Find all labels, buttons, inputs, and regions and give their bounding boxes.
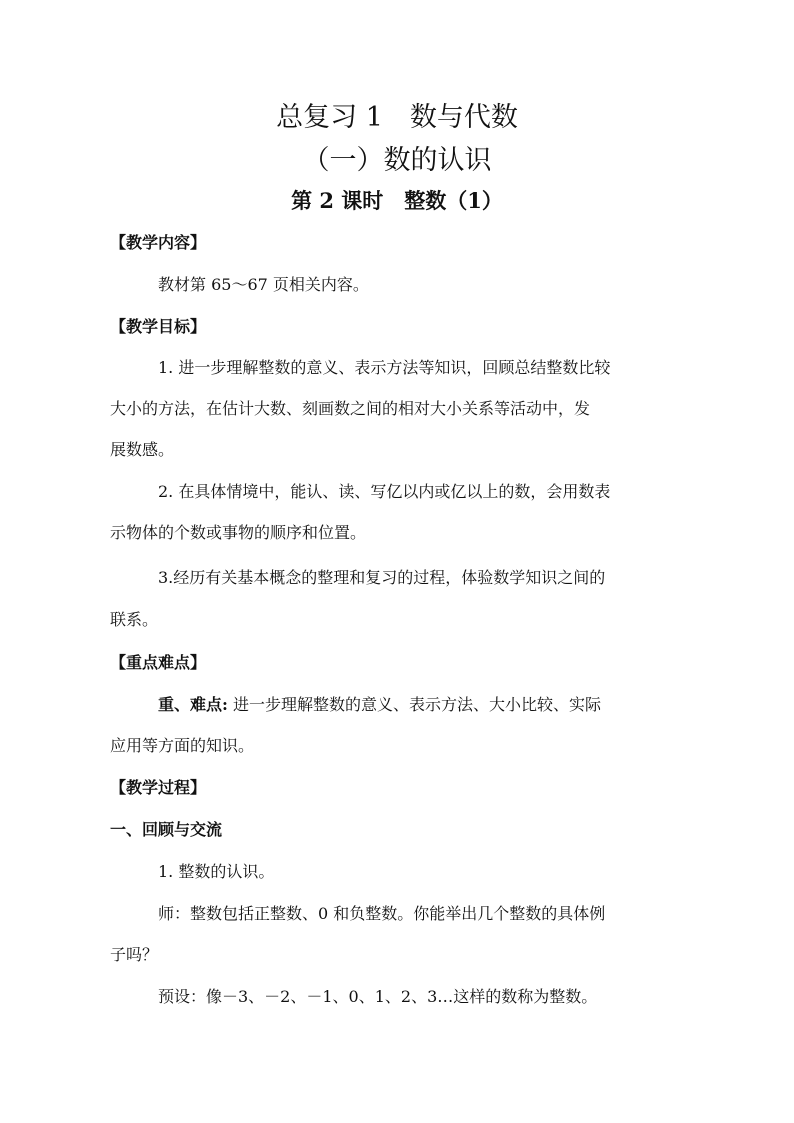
teacher-line-1: 师：整数包括正整数、0 和负整数。你能举出几个整数的具体例 (158, 904, 606, 923)
goal-1-line-3: 展数感。 (110, 440, 175, 459)
goal-2-line-1: 2. 在具体情境中，能认、读、写亿以内或亿以上的数，会用数表 (158, 482, 611, 501)
key-label: 重、难点: (158, 695, 228, 714)
sub-title: （一）数的认识 (302, 145, 492, 176)
goal-3-line-1: 3.经历有关基本概念的整理和复习的过程，体验数学知识之间的 (158, 568, 606, 587)
section-heading-goals: 【教学目标】 (110, 317, 207, 336)
goal-1-line-1: 1. 进一步理解整数的意义、表示方法等知识，回顾总结整数比较 (158, 358, 611, 377)
key-line-2: 应用等方面的知识。 (110, 736, 255, 755)
goal-1-line-2: 大小的方法，在估计大数、刻画数之间的相对大小关系等活动中，发 (110, 399, 591, 418)
main-title: 总复习 1 数与代数 (276, 102, 518, 133)
process-item-1: 1. 整数的认识。 (158, 862, 275, 881)
lesson-title: 第 2 课时 整数（1） (291, 188, 503, 213)
process-part-1: 一、回顾与交流 (110, 820, 223, 839)
preset-line: 预设：像－3、－2、－1、0、1、2、3…这样的数称为整数。 (158, 987, 598, 1006)
goal-2-line-2: 示物体的个数或事物的顺序和位置。 (110, 523, 367, 542)
content-text: 教材第 65～67 页相关内容。 (158, 275, 369, 294)
section-heading-content: 【教学内容】 (110, 233, 207, 252)
goal-3-line-2: 联系。 (110, 610, 159, 629)
section-heading-process: 【教学过程】 (110, 778, 207, 797)
teacher-line-2: 子吗？ (110, 945, 159, 964)
key-text: 进一步理解整数的意义、表示方法、大小比较、实际 (227, 695, 602, 714)
key-line-1 (158, 694, 738, 716)
section-heading-key: 【重点难点】 (110, 653, 207, 672)
